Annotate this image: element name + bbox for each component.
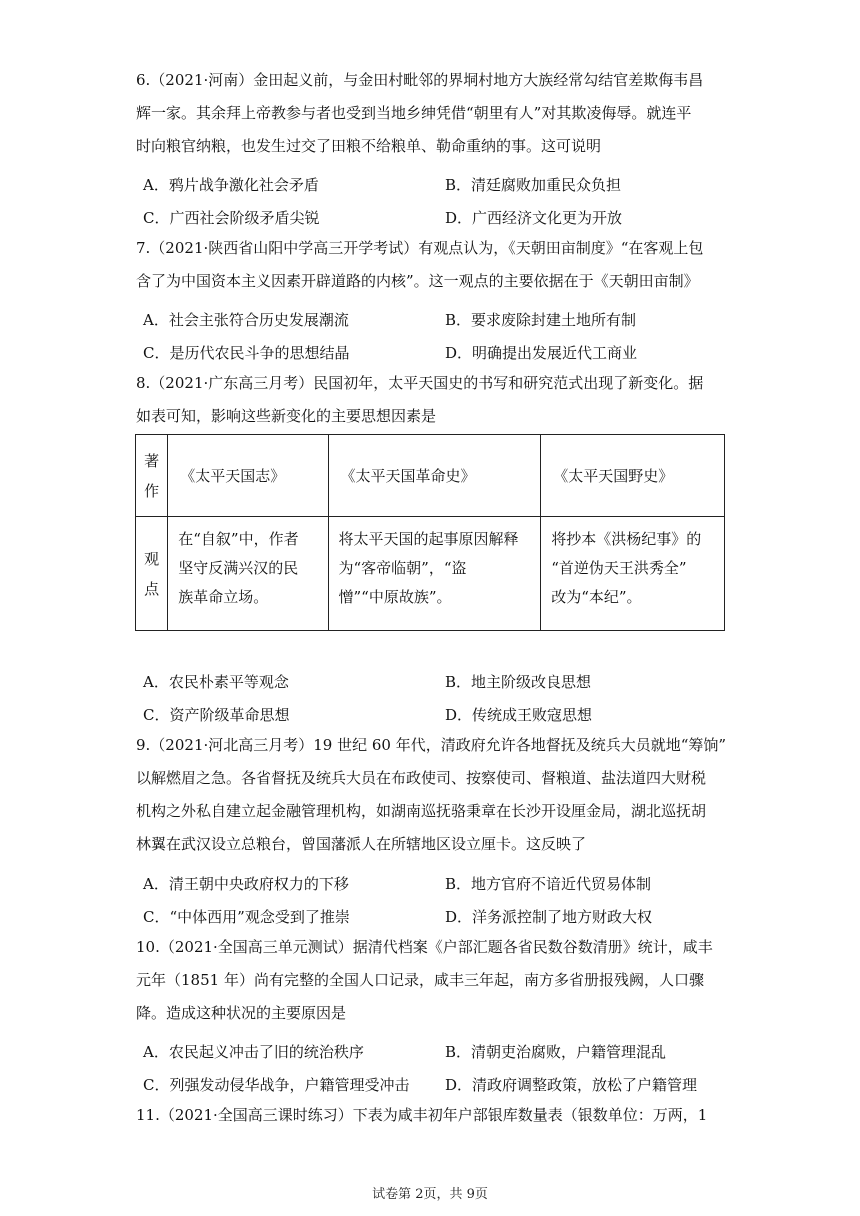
table-cell-view: 将太平天国的起事原因解释 为“客帝临朝”，“盗 憎”“中原故族”。 xyxy=(328,517,541,631)
question-8-option-d: D．传统成王败寇思想 xyxy=(445,706,593,724)
question-7-line: 含了为中国资本主义因素开辟道路的内核”。这一观点的主要依据在于《天朝田亩制》 xyxy=(136,272,699,290)
table-cell-title: 《太平天国志》 xyxy=(168,435,328,517)
question-10-option-a: A．农民起义冲击了旧的统治秩序 xyxy=(143,1043,364,1061)
question-6-option-d: D．广西经济文化更为开放 xyxy=(445,209,623,227)
question-6-line: 辉一家。其余拜上帝教参与者也受到当地乡绅凭借“朝里有人”对其欺凌侮辱。就连平 xyxy=(136,104,692,122)
table-cell-view: 在“自叙”中，作者 坚守反满兴汉的民 族革命立场。 xyxy=(168,517,328,631)
question-6-option-b: B．清廷腐败加重民众负担 xyxy=(445,176,622,194)
question-9-option-c: C．“中体西用”观念受到了推崇 xyxy=(143,908,350,926)
question-9-line: 以解燃眉之急。各省督抚及统兵大员在布政使司、按察使司、督粮道、盐法道四大财税 xyxy=(136,769,707,787)
table-cell-title: 《太平天国革命史》 xyxy=(328,435,541,517)
question-7-option-d: D．明确提出发展近代工商业 xyxy=(445,344,638,362)
question-6-option-c: C．广西社会阶级矛盾尖锐 xyxy=(143,209,320,227)
table-row-label: 观 点 xyxy=(136,517,168,631)
question-11-stem xyxy=(136,1099,726,1132)
question-7-option-a: A．社会主张符合历史发展潮流 xyxy=(143,311,349,329)
question-10-line: 降。造成这种状况的主要原因是 xyxy=(136,1004,347,1022)
question-7-stem xyxy=(136,232,726,298)
table-row xyxy=(136,435,725,517)
question-10-option-b: B．清朝吏治腐败，户籍管理混乱 xyxy=(445,1043,667,1061)
question-8-line: 8.（2021·广东高三月考）民国初年，太平天国史的书写和研究范式出现了新变化。据 xyxy=(136,374,704,392)
question-8-stem xyxy=(136,367,726,433)
question-9-stem xyxy=(136,729,726,861)
question-9-line: 9.（2021·河北高三月考）19 世纪 60 年代，清政府允许各地督抚及统兵大员就地“筹饷” xyxy=(136,736,727,754)
question-9-option-b: B．地方官府不谙近代贸易体制 xyxy=(445,875,652,893)
question-7-line: 7.（2021·陕西省山阳中学高三开学考试）有观点认为，《天朝田亩制度》“在客观上包 xyxy=(136,239,704,257)
question-8-option-c: C．资产阶级革命思想 xyxy=(143,706,290,724)
question-9-option-d: D．洋务派控制了地方财政大权 xyxy=(445,908,653,926)
question-8-table xyxy=(135,434,725,631)
question-7-option-b: B．要求废除封建土地所有制 xyxy=(445,311,637,329)
question-8-option-a: A．农民朴素平等观念 xyxy=(143,673,289,691)
question-7-option-c: C．是历代农民斗争的思想结晶 xyxy=(143,344,350,362)
question-6-line: 6.（2021·河南）金田起义前，与金田村毗邻的界垌村地方大族经常勾结官差欺侮韦昌 xyxy=(136,71,704,89)
question-10-line: 10.（2021·全国高三单元测试）据清代档案《户部汇题各省民数谷数清册》统计，咸丰 xyxy=(136,938,713,956)
question-9-line: 机构之外私自建立起金融管理机构，如湖南巡抚骆秉章在长沙开设厘金局，湖北巡抚胡 xyxy=(136,802,707,820)
table-cell-view: 将抄本《洪杨纪事》的 “首逆伪天王洪秀全” 改为“本纪”。 xyxy=(541,517,725,631)
table-row xyxy=(136,517,725,631)
question-8-option-b: B．地主阶级改良思想 xyxy=(445,673,592,691)
question-10-option-c: C．列强发动侵华战争，户籍管理受冲击 xyxy=(143,1076,410,1094)
question-10-line: 元年（1851 年）尚有完整的全国人口记录，咸丰三年起，南方多省册报残阙，人口骤 xyxy=(136,971,704,989)
question-10-option-d: D．清政府调整政策，放松了户籍管理 xyxy=(445,1076,698,1094)
question-11-line: 11.（2021·全国高三课时练习）下表为咸丰初年户部银库数量表（银数单位：万两，1 xyxy=(136,1106,708,1124)
page-footer: 试卷第 2页，共 9页 xyxy=(372,1187,488,1202)
question-9-line: 林翼在武汉设立总粮台，曾国藩派人在所辖地区设立厘卡。这反映了 xyxy=(136,835,587,853)
question-9-option-a: A．清王朝中央政府权力的下移 xyxy=(143,875,349,893)
question-8-line: 如表可知，影响这些新变化的主要思想因素是 xyxy=(136,407,437,425)
question-6-stem xyxy=(136,64,726,163)
table-cell-title: 《太平天国野史》 xyxy=(541,435,725,517)
table-row-label: 著 作 xyxy=(136,435,168,517)
question-6-option-a: A．鸦片战争激化社会矛盾 xyxy=(143,176,319,194)
question-10-stem xyxy=(136,931,726,1030)
question-6-line: 时向粮官纳粮，也发生过交了田粮不给粮单、勒命重纳的事。这可说明 xyxy=(136,137,602,155)
